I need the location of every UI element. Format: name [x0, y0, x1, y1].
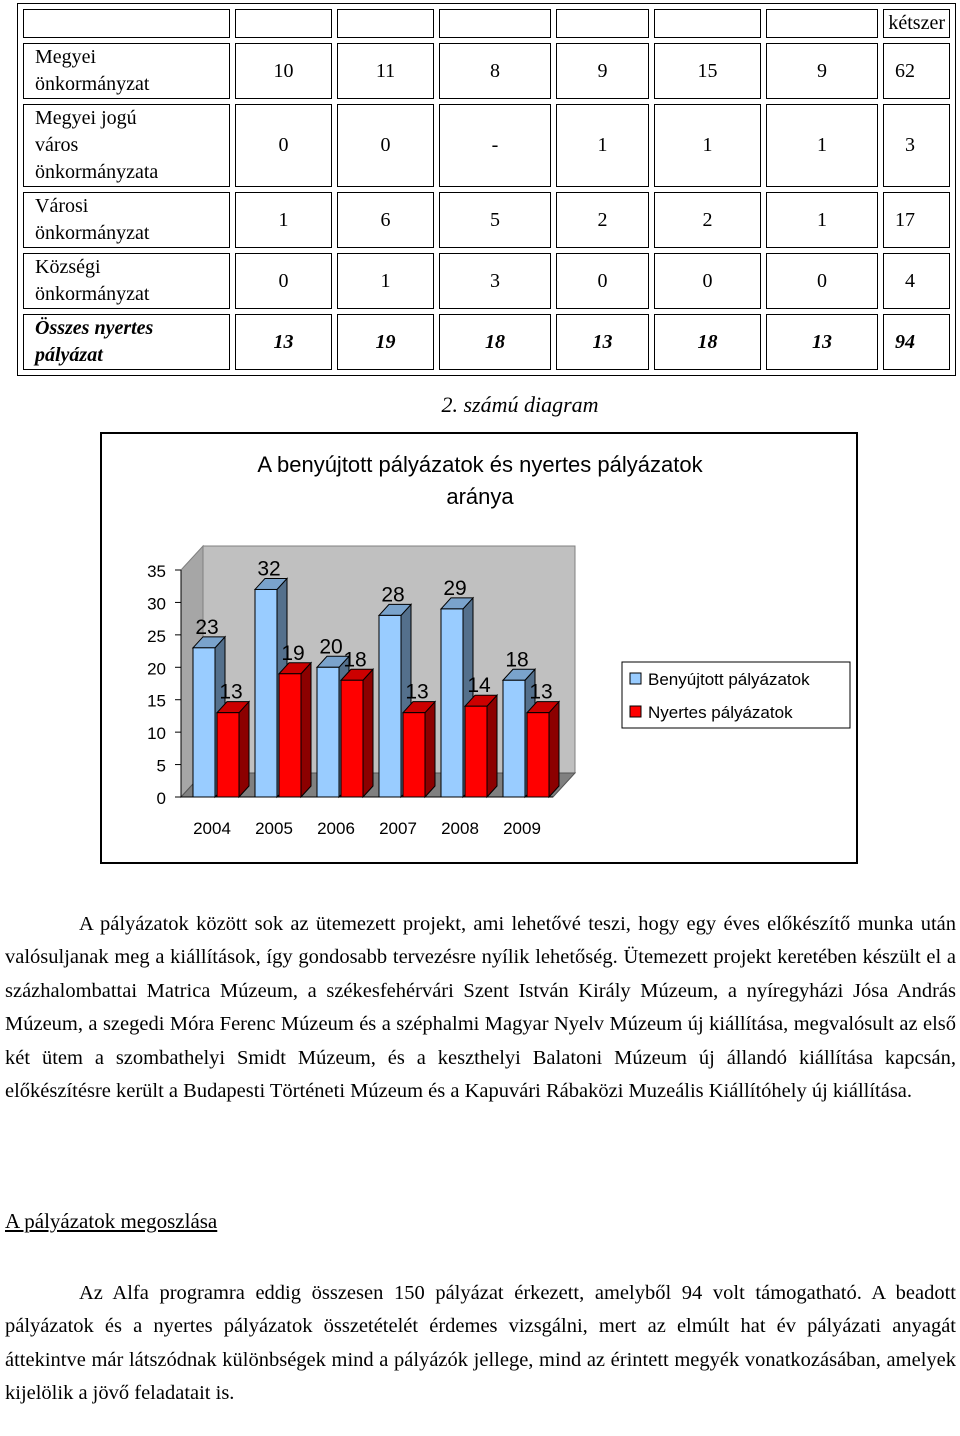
table-cell: 6	[337, 192, 434, 248]
y-tick-label: 20	[147, 659, 166, 679]
data-label: 32	[257, 557, 281, 581]
table-cell: 1	[654, 104, 761, 187]
y-tick-label: 10	[147, 724, 166, 744]
y-tick-label: 25	[147, 626, 166, 646]
data-label: 18	[343, 648, 367, 672]
row-label: Összes nyertes pályázat	[23, 314, 230, 370]
table-cell: 1	[337, 253, 434, 309]
table-cell: 1	[766, 104, 878, 187]
data-label: 13	[529, 680, 553, 704]
table-cell: 15	[654, 43, 761, 99]
table-cell: 18	[654, 314, 761, 370]
bar	[403, 713, 425, 797]
bar-chart	[0, 430, 960, 870]
bar	[379, 615, 401, 797]
chart-title: aránya	[446, 484, 514, 509]
table-cell: 10	[235, 43, 332, 99]
table-cell: 0	[766, 253, 878, 309]
table-cell: -	[439, 104, 551, 187]
bar-side	[301, 663, 311, 797]
data-label: 13	[405, 680, 429, 704]
table-header-row	[23, 9, 950, 38]
table-cell: 4	[883, 253, 950, 309]
table-cell: 17	[883, 192, 950, 248]
paragraph: Az Alfa programra eddig összesen 150 pályázat érkezett, amelyből 94 volt támogatható. A beadott pályázatok és a nyertes pályázatok összetételét érdemes vizsgálni, mert az elmúlt hat év pályázati anyagát áttekintve már látszódnak különbségek mind a pályázók jellege, mind az érintett megyék vonatkozásában, amelyek kijelölik a jövő feladatait is.	[5, 1282, 956, 1405]
data-label: 14	[467, 674, 491, 698]
bar	[527, 713, 549, 797]
table-row	[23, 104, 950, 187]
table-row	[23, 253, 950, 309]
legend-label: Benyújtott pályázatok	[648, 670, 810, 689]
bar-side	[487, 695, 497, 797]
bar	[465, 706, 487, 797]
table-cell: 2	[556, 192, 649, 248]
y-tick-label: 30	[147, 594, 166, 614]
data-label: 18	[505, 648, 529, 672]
data-label: 29	[443, 576, 467, 600]
x-tick-label: 2005	[255, 819, 293, 838]
bar	[503, 680, 525, 797]
table-cell: 5	[439, 192, 551, 248]
data-label: 28	[381, 583, 405, 607]
bar	[193, 648, 215, 797]
table-cell: 1	[556, 104, 649, 187]
table-cell: 0	[235, 253, 332, 309]
table-cell: 11	[337, 43, 434, 99]
table-cell	[337, 9, 434, 38]
table-cell: 0	[556, 253, 649, 309]
bar-side	[239, 702, 249, 797]
table-cell: 62	[883, 43, 950, 99]
stats-table	[17, 3, 956, 376]
y-tick-label: 35	[147, 562, 166, 581]
table-cell: 1	[766, 192, 878, 248]
table-cell: 3	[439, 253, 551, 309]
bar	[441, 609, 463, 797]
x-tick-label: 2004	[193, 819, 231, 838]
bar	[217, 713, 239, 797]
row-label: Községi önkormányzat	[23, 253, 230, 309]
table-header-cell: kétszer	[883, 9, 950, 38]
table-cell: 8	[439, 43, 551, 99]
table-cell: 18	[439, 314, 551, 370]
table-cell: 0	[235, 104, 332, 187]
table-cell: 9	[766, 43, 878, 99]
chart-title: A benyújtott pályázatok és nyertes pályázatok	[257, 452, 703, 477]
bar-side	[549, 702, 559, 797]
row-label: Városi önkormányzat	[23, 192, 230, 248]
bar-side	[425, 702, 435, 797]
table-cell: 13	[235, 314, 332, 370]
row-label: Megyei jogú város önkormányzata	[23, 104, 230, 187]
table-total-row	[23, 314, 950, 370]
table-cell	[23, 9, 230, 38]
section-heading: A pályázatok megoszlása	[5, 1209, 218, 1233]
y-tick-label: 0	[156, 789, 166, 808]
table-cell	[235, 9, 332, 38]
table-cell: 3	[883, 104, 950, 187]
table-cell: 2	[654, 192, 761, 248]
table-cell: 1	[235, 192, 332, 248]
bar-side	[363, 669, 373, 797]
data-label: 19	[281, 641, 305, 665]
data-label: 13	[219, 680, 243, 704]
bar	[255, 589, 277, 797]
x-tick-label: 2007	[379, 819, 417, 838]
table-cell: 13	[556, 314, 649, 370]
y-tick-label: 15	[147, 691, 166, 711]
bar	[279, 674, 301, 797]
legend-label: Nyertes pályázatok	[648, 703, 793, 722]
x-tick-label: 2009	[503, 819, 541, 838]
table-cell	[439, 9, 551, 38]
row-label: Megyei önkormányzat	[23, 43, 230, 99]
bar	[341, 680, 363, 797]
x-tick-label: 2008	[441, 819, 479, 838]
paragraph: A pályázatok között sok az ütemezett projekt, ami lehetővé teszi, hogy egy éves előkészítő munka után valósuljanak meg a kiállítások, így gondosabb tervezésre nyílik lehetőség. Ütemezett projekt keretében készült el a százhalombattai Matrica Múzeum, a székesfehérvári Szent István Király Múzeum, a nyíregyházi Jósa András Múzeum, a szegedi Móra Ferenc Múzeum és a széphalmi Magyar Nyelv Múzeum új kiállítása, megvalósult az első két ütem a szombathelyi Smidt Múzeum, és a keszthelyi Balatoni Múzeum új állandó kiállítása kapcsán, előkészítésre került a Budapesti Történeti Múzeum és a Kapuvári Rábaközi Muzeális Kiállítóhely új kiállítása.	[5, 913, 956, 1103]
table-cell: 19	[337, 314, 434, 370]
data-label: 23	[195, 615, 219, 639]
legend-swatch	[630, 706, 641, 717]
table-cell: 0	[337, 104, 434, 187]
diagram-caption: 2. számú diagram	[441, 392, 599, 417]
table-cell: 13	[766, 314, 878, 370]
table-row	[23, 43, 950, 99]
table-cell: 0	[654, 253, 761, 309]
table-cell	[556, 9, 649, 38]
x-tick-label: 2006	[317, 819, 355, 838]
table-cell: 9	[556, 43, 649, 99]
data-label: 20	[319, 635, 343, 659]
bar	[317, 667, 339, 797]
y-tick-label: 5	[156, 756, 166, 776]
table-cell	[766, 9, 878, 38]
table-row	[23, 192, 950, 248]
legend-swatch	[630, 673, 641, 684]
table-cell: 94	[883, 314, 950, 370]
table-cell	[654, 9, 761, 38]
